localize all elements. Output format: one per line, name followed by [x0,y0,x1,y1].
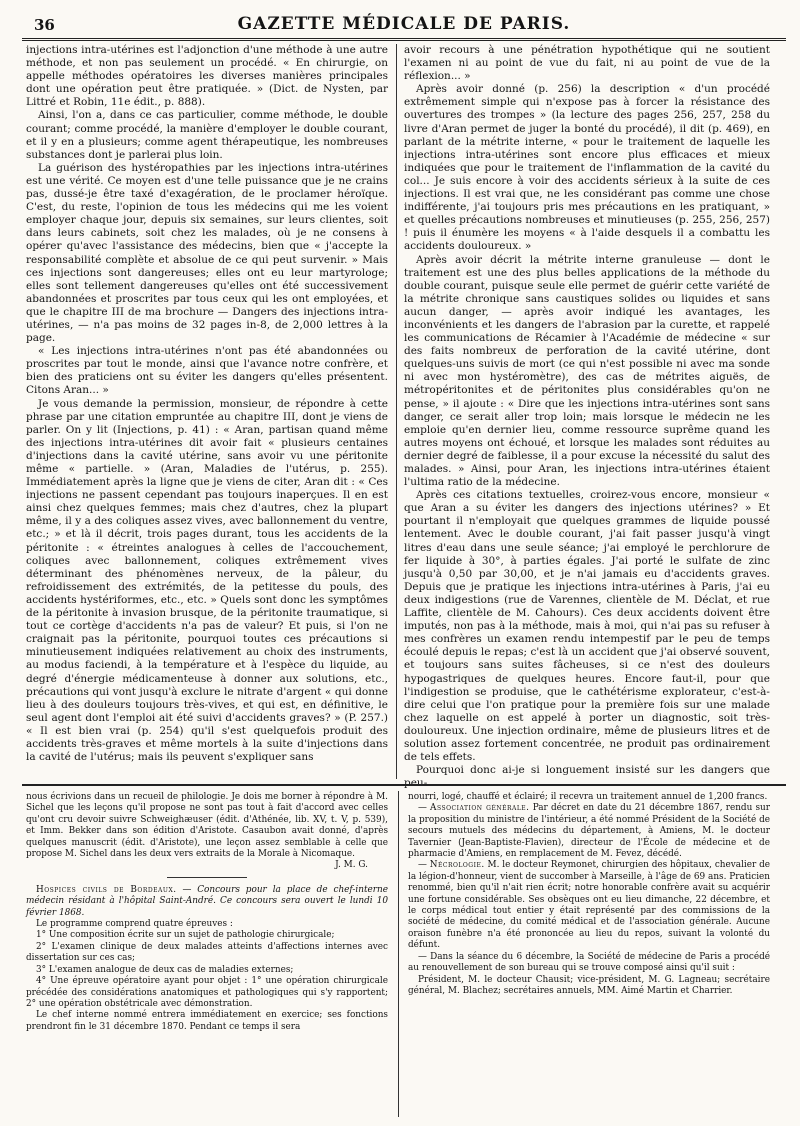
notice-heading: Hospices civils de Bordeaux. [36,884,177,895]
separator-rule [167,877,247,878]
paragraph: Pourquoi donc ai-je si longuement insisté sur les dangers que peu- [404,764,770,790]
paragraph: injections intra-utérines est l'adjonction d'une méthode à une autre méthode, et non pas seulement un procédé. « En chirurgie, on appelle méthodes opératoires les diverses manières principales dont une opération peut être pratiquée. » (Dict. de Nysten, par Littré et Robin, 11e édit., p. 888). [26,44,388,109]
notice-text: M. le docteur Reymonet, chirurgien des hôpitaux, chevalier de la légion-d'honneur, vient de succomber à Marseille, à l'âge de 69 ans. Praticien renommé, bien qu'il n'ait rien écrit; notre honorable confrère avait su acquérir une fortune considérable. Ses obsèques ont eu lieu dimanche, 22 décembre, et le corps médical tout entier y était représenté par des commissions de la société de médecine, du comité médical et de l'association générale. Aucune oraison funèbre n'a été prononcée au lieu du repos, suivant la volonté du défunt. [408,860,771,951]
paragraph: nourri, logé, chauffé et éclairé; il recevra un traitement annuel de 1,200 francs. [408,792,768,802]
paragraph: Président, M. le docteur Chausit; vice-président, M. G. Lagneau; secrétaire général, M. Blachez; secrétaires annuels, MM. Aimé Martin et Charrier. [408,974,770,996]
paragraph: Après avoir décrit la métrite interne granuleuse — dont le traitement est une des plus belles applications de la méthode du double courant, puisque seule elle permet de guérir cette variété de la métrite chronique sans caustiques solides ou liquides et sans aucun danger, — après avoir indiqué les avantages, les inconvénients et les dangers de l'abrasion par la curette, et rappelé les communications de Récamier à l'Académie de médecine « sur des faits nombreux de perforation de la cavité utérine, dont quelques-uns suivis de mort (ce qui n'est possible ni avec ma sonde ni avec mon hystéromètre), des cas de métrites aiguës, de métropéritonites et de péritonites plus considérables qu'on ne pense, » il ajoute : « Dire que les injections intra-utérines sont sans danger, ce serait aller trop loin; mais lorsque le médecin ne les emploie qu'en dernier lieu, comme ressource suprême quand les autres moyens ont échoué, et lorsque les malades sont réduites au dernier degré de faiblesse, il a pour excuse la nécessité du salut des malades. » Ainsi, pour Aran, les injections intra-utérines étaient l'ultima ratio de la médecine. [404,253,770,489]
paragraph: Après avoir donné (p. 256) la description « d'un procédé extrêmement simple qui n'expose pas à forcer la résistance des ouvertures des trompes » (la lecture des pages 256, 257, 258 du livre d'Aran permet de juger la bonté du procédé), il dit (p. 469), en parlant de la métrite interne, « pour le traitement de laquelle les injections intra-utérines sont encore plus efficaces et mieux indiquées que pour le traitement de l'inflammation de la cavité du col... Je suis encore à voir des accidents sérieux à la suite de ces injections. Il est vrai que, ne les considérant pas comme une chose indifférente, j'ai toujours pris mes précautions en les pratiquant, » et quelles précautions nombreuses et minutieuses (p. 255, 256, 257) ! puis il énumère les moyens « à l'aide desquels il a combattu les accidents douloureux. » [404,83,771,253]
program-item: 3° L'examen analogue de deux cas de maladies externes; [36,964,294,975]
upper-left-column [26,44,388,779]
page-number: 36 [34,16,55,34]
notice-text: Par décret en date du 21 décembre 1867, rendu sur la proposition du ministre de l'intérieur, a été nommé Président de la Société de secours mutuels des médecins du département, à Amiens, M. le docteur Tavernier (Jean-Baptiste-Flavien), directeur de l'École de médecine et de pharmacie d'Amiens, en remplacement de M. Fevez, décédé. [408,803,770,860]
paragraph: Le chef interne nommé entrera immédiatement en exercice; ses fonctions prendront fin le 31 décembre 1870. Pendant ce temps il sera [26,1010,388,1032]
program-intro: Le programme comprend quatre épreuves : [36,919,233,930]
program-item: 1° Une composition écrite sur un sujet de pathologie chirurgicale; [36,930,335,941]
program-item: 4° Une épreuve opératoire ayant pour objet : 1° une opération chirurgicale précédée des considérations anatomiques et pathologiques qui s'y rapportent; 2° une opération obstétricale avec démonstration. [26,976,388,1009]
paragraph: Après ces citations textuelles, croirez-vous encore, monsieur « que Aran a su éviter les dangers des injections utérines? » Et pourtant il n'employait que quelques grammes de liquide poussé lentement. Avec le double courant, j'ai fait passer jusqu'à vingt litres d'eau dans une seule séance; j'ai employé le perchlorure de fer liquide à 30°, à parties égales. J'ai porté le sulfate de zinc jusqu'à 0,50 par 30,00, et je n'ai jamais eu d'accidents graves. Depuis que je pratique les injections intra-utérines à Paris, j'ai eu deux indigestions (rue de Varennes, clientèle de M. Déclat, et rue Laffite, clientèle de M. Cahours). Ces deux accidents doivent être imputés, non pas à la méthode, mais à moi, qui n'ai pas su refuser à mes confrères un examen rendu intempestif par le peu de temps écoulé depuis le repas; c'est là un accident que j'ai observé souvent, et toujours sans suites fâcheuses, si ce n'est des douleurs hypogastriques de quelques heures. Encore faut-il, pour que l'indigestion se produise, que le cathétérisme explorateur, c'est-à-dire celui que l'on pratique pour la première fois sur une malade chez laquelle on est appelé à porter un diagnostic, soit très-douloureux. Une injection ordinaire, même de plusieurs litres et de solution assez fortement concentrée, ne produit pas ordinairement de tels effets. [404,489,770,764]
paragraph: Ainsi, l'on a, dans ce cas particulier, comme méthode, le double courant; comme procédé, la manière d'employer le double courant, et il y en a plusieurs; comme agent thérapeutique, les nombreuses substances dont je parlerai plus loin. [26,109,388,161]
notice-heading: Association générale. [430,803,530,814]
paragraph: avoir recours à une pénétration hypothétique qui ne soutient l'examen ni au point de vue du fait, ni au point de vue de la réflexion... » [404,44,770,83]
header-rule [22,38,786,41]
program-item: 2° L'examen clinique de deux malades atteints d'affections internes avec dissertation sur ces cas; [26,941,388,964]
paragraph: « Les injections intra-utérines n'ont pas été abandonnées ou proscrites par tout le monde, ainsi que l'avance notre confrère, et bien des praticiens ont su éviter les dangers qu'elles présentent. Citons Aran... » [26,345,388,397]
page-header [22,14,786,36]
lower-right-column [408,792,770,1117]
column-divider [396,44,397,779]
lower-left-column [26,792,388,1117]
hospices-notice [26,885,388,919]
section-rule [22,784,786,786]
notice-text: — Concours pour la place de chef-interne médecin résidant à l'hôpital Saint-André. Ce concours sera ouvert le lundi 10 février 1868. [26,884,388,918]
necrologie-notice: — Nécrologie. M. le docteur Reymonet, chirurgien des hôpitaux, chevalier de la légion-d'honneur, vient de succomber à Marseille, à l'âge de 69 ans. Praticien renommé, bien qu'il n'ait rien écrit; notre honorable confrère avait su acquérir une fortune considérable. Ses obsèques ont eu lieu dimanche, 22 décembre, et le corps médical tout entier y était représenté par des commissions de la société de médecine, du comité médical et de l'association générale. Aucune oraison funèbre n'a été prononcée au lieu du repos, suivant la volonté du défunt. [408,860,771,951]
running-title: GAZETTE MÉDICALE DE PARIS. [237,14,571,34]
notice-heading: Nécrologie. [429,860,485,871]
upper-right-column [404,44,771,790]
paragraph: La guérison des hystéropathies par les injections intra-utérines est une vérité. Ce moyen est d'une telle puissance que je ne crains pas, dussé-je être taxé d'exagération, de le proclamer héroïque. C'est, du reste, l'opinion de tous les médecins qui me les voient employer chaque jour, depuis six semaines, sur leurs clientes, soit dans leurs cabinets, soit chez les malades, où je ne consens à opérer qu'avec l'assistance des médecins, bien que « j'accepte la responsabilité complète et absolue de ce qui peut survenir. » Mais ces injections sont dangereuses; elles ont eu leur martyrologe; elles sont tellement dangereuses qu'elles ont été successivement abandonnées et proscrites par tous ceux qui les ont employées, et que le chapitre III de ma brochure — Dangers des injections intra-utérines, — n'a pas moins de 32 pages in-8, de 2,000 lettres à la page. [26,161,388,345]
signature: J. M. G. [335,860,368,871]
column-divider-lower [398,791,399,1117]
paragraph: Je vous demande la permission, monsieur, de répondre à cette phrase par une citation empruntée au chapitre III, dont je viens de parler. On y lit (Injections, p. 41) : « Aran, partisan quand même des injections intra-utérines dit avoir fait « plusieurs centaines d'injections dans la cavité utérine, sans avoir vu une péritonite même « partielle. » (Aran, Maladies de l'utérus, p. 255). Immédiatement après la ligne que je viens de citer, Aran dit : « Ces injections ne passent cependant pas toujours inaperçues. Il en est ainsi chez quelques femmes; mais chez d'autres, chez la plupart même, il y a des coliques assez vives, avec ballonnement du ventre, etc.; » et là il décrit, trois pages durant, tous les accidents de la péritonite : « étreintes analogues à celles de l'accouchement, coliques avec ballonnement, coliques extrêmement vives déterminant des phénomènes nerveux, de la pâleur, du refroidissement des extrémités, de la petitesse du pouls, des accidents hystériformes, etc., etc. » Quels sont donc les symptômes de la péritonite à invasion brusque, de la péritonite traumatique, si tout ce cortège d'accidents n'a pas de valeur? Et puis, si l'on ne craignait pas la péritonite, pourquoi toutes ces précautions si minutieusement indiquées relativement au choix des instruments, au modus faciendi, à la température et à l'espèce du liquide, au degré d'énergie médicamenteuse à donner aux solutions, etc., précautions qui vont jusqu'à exclure le nitrate d'argent « qui donne lieu à des douleurs toujours très-vives, et qui est, en définitive, le seul agent dont l'emploi ait été suivi d'accidents graves? » (P. 257.) « Il est bien vrai (p. 254) qu'il s'est quelquefois produit des accidents très-graves et même mortels à la suite d'injections dans la cavité de l'utérus; mais ils peuvent s'expliquer sans [26,397,388,764]
association-notice: — Association générale. Par décret en date du 21 décembre 1867, rendu sur la proposition du ministre de l'intérieur, a été nommé Président de la Société de secours mutuels des médecins du département, à Amiens, M. le docteur Tavernier (Jean-Baptiste-Flavien), directeur de l'École de médecine et de pharmacie d'Amiens, en remplacement de M. Fevez, décédé. [408,803,770,860]
paragraph: nous écrivions dans un recueil de philologie. Je dois me borner à répondre à M. Sichel que les leçons qu'il propose ne sont pas tout à fait d'accord avec celles qu'ont cru devoir suivre Schweighæuser (édit. d'Athénée, lib. XV, t. V, p. 539), et Imm. Bekker dans son édition d'Aristote. Casaubon avait donné, d'après quelques manuscrit (édit. d'Aristote), une leçon assez semblable à celle que propose M. Sichel dans les deux vers extraits de la Morale à Nicomaque. [26,792,388,860]
paragraph: — Dans la séance du 6 décembre, la Société de médecine de Paris a procédé au renouvellement de son bureau qui se trouve composé ainsi qu'il suit : [408,951,770,974]
